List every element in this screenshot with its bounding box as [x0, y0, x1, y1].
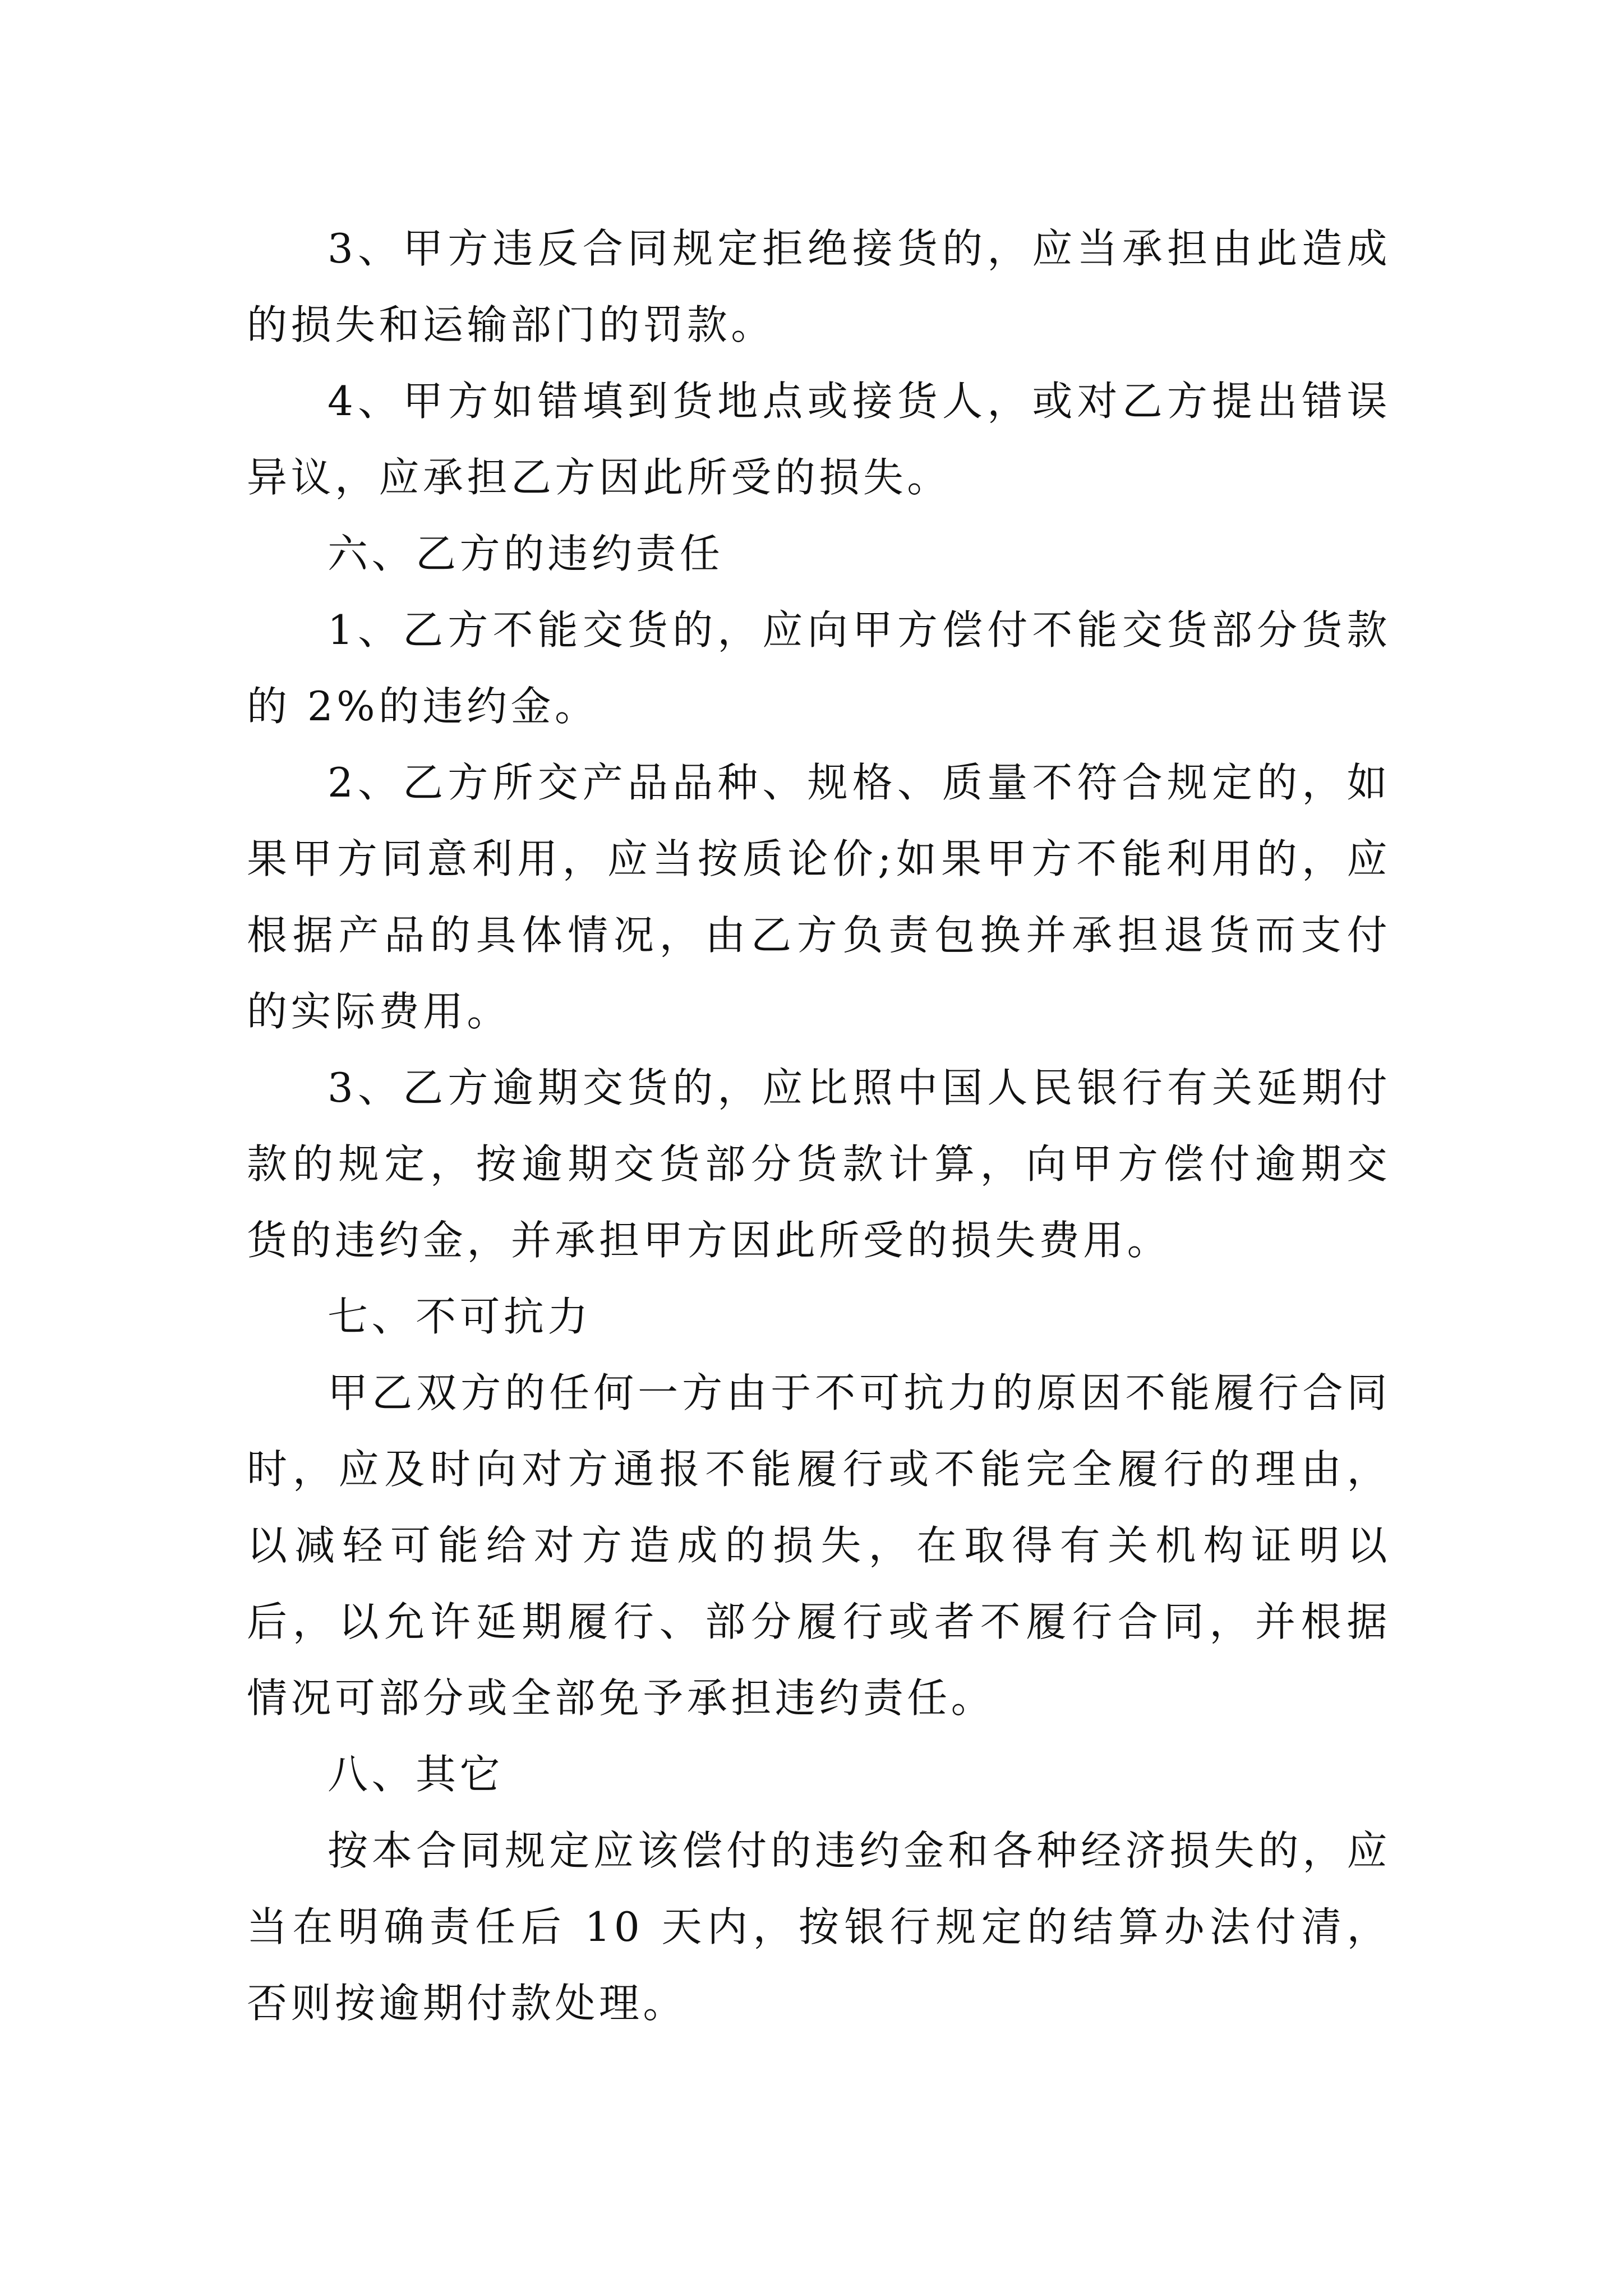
section-heading-8: 八、其它 [328, 1751, 504, 1798]
section-heading-6: 六、乙方的违约责任 [328, 530, 724, 577]
clause-other-payment: 按本合同规定应该偿付的违约金和各种经济损失的，应当在明确责任后 10 天内，按银行规定的结算办法付清，否则按逾期付款处理。 [247, 1827, 1391, 2027]
clause-b3-late-delivery: 3、乙方逾期交货的，应比照中国人民银行有关延期付款的规定，按逾期交货部分货款计算，向甲方偿付逾期交货的违约金，并承担甲方因此所受的损失费用。 [247, 1064, 1391, 1264]
clause-b2-quality: 2、乙方所交产品品种、规格、质量不符合规定的，如果甲方同意利用，应当按质论价;如果甲方不能利用的，应根据产品的具体情况，由乙方负责包换并承担退货而支付的实际费用。 [247, 759, 1391, 1035]
clause-a4-wrong-address: 4、甲方如错填到货地点或接货人，或对乙方提出错误异议，应承担乙方因此所受的损失。 [247, 378, 1391, 501]
clause-a3-refuse-delivery: 3、甲方违反合同规定拒绝接货的，应当承担由此造成的损失和运输部门的罚款。 [247, 225, 1391, 348]
clause-force-majeure: 甲乙双方的任何一方由于不可抗力的原因不能履行合同时，应及时向对方通报不能履行或不能完全履行的理由，以减轻可能给对方造成的损失，在取得有关机构证明以后，以允许延期履行、部分履行或者不履行合同，并根据情况可部分或全部免予承担违约责任。 [247, 1369, 1391, 1722]
document-body [247, 210, 1391, 2041]
section-heading-7: 七、不可抗力 [328, 1293, 592, 1340]
clause-b1-no-delivery: 1、乙方不能交货的，应向甲方偿付不能交货部分货款的 2%的违约金。 [247, 606, 1391, 730]
